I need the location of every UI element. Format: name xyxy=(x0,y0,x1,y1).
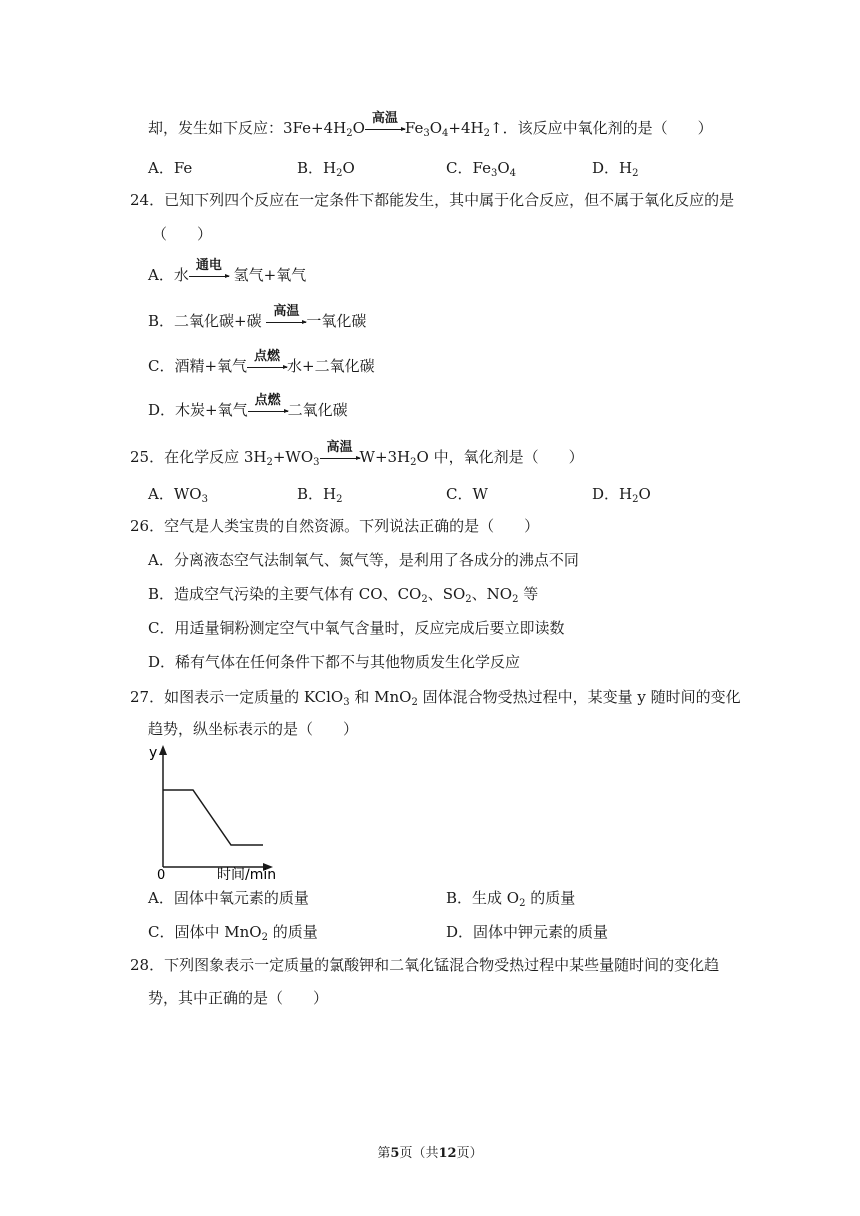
q24-option-a[interactable]: A．水 通电 氢气+氧气 xyxy=(148,258,307,284)
q26-option-d[interactable]: D．稀有气体在任何条件下都不与其他物质发生化学反应 xyxy=(148,653,521,671)
chart-series-line xyxy=(163,790,263,845)
q28-stem-line1: 28．下列图象表示一定质量的氯酸钾和二氧化锰混合物受热过程中某些量随时间的变化趋 xyxy=(130,956,720,974)
q24-option-d[interactable]: D．木炭+氧气 点燃 二氧化碳 xyxy=(148,393,348,419)
q28-stem-line2: 势，其中正确的是（ ） xyxy=(148,989,329,1007)
q23-prefix: 却，发生如下反应：3Fe+4H xyxy=(148,119,347,137)
chart-y-label: y xyxy=(149,745,158,761)
chart-y-arrow xyxy=(159,745,167,755)
q25-option-a[interactable]: A．$WO_3$ xyxy=(148,485,208,505)
reaction-arrow: 通电 xyxy=(189,265,229,285)
q25-option-c[interactable]: C．W xyxy=(446,485,488,503)
q23-equation-line: 却，发生如下反应：$3Fe+4H_2O$ 高温 $Fe_3O_4+4H_2↑$．该反应中氧化剂的是（ ） xyxy=(148,111,713,139)
q23-option-a[interactable]: A．Fe xyxy=(148,159,193,177)
q25-stem: 25．在化学反应 $3H_2+WO_3$ 高温 $W+3H_2O$ 中，氧化剂是（ ） xyxy=(130,440,584,468)
q24-paren: （ ） xyxy=(152,225,213,243)
q26-option-a[interactable]: A．分离液态空气法制氧气、氮气等，是利用了各成分的沸点不同 xyxy=(148,551,579,569)
q23-option-c[interactable]: C．$Fe_3O_4$ xyxy=(446,159,517,179)
q24-option-c[interactable]: C．酒精+氧气 点燃 水+二氧化碳 xyxy=(148,349,375,375)
page-number: 5 xyxy=(390,1146,400,1161)
q27-chart xyxy=(145,745,285,880)
q27-option-d[interactable]: D．固体中钾元素的质量 xyxy=(446,923,609,941)
page-total: 12 xyxy=(438,1146,457,1161)
reaction-arrow: 高温 xyxy=(266,311,306,331)
q25-option-d[interactable]: D．$H_2O$ xyxy=(592,485,651,505)
page-footer: 第5页（共12页） xyxy=(377,1146,483,1161)
q27-option-c[interactable]: C．固体中 MnO$_2$ 的质量 xyxy=(148,923,318,943)
q26-stem: 26．空气是人类宝贵的自然资源。下列说法正确的是（ ） xyxy=(130,517,540,535)
chart-origin-label: 0 xyxy=(157,868,166,880)
q27-option-b[interactable]: B．生成 $O_2$ 的质量 xyxy=(446,889,576,909)
q25-option-b[interactable]: B．$H_2$ xyxy=(297,485,343,505)
reaction-arrow: 点燃 xyxy=(248,400,288,420)
q27-stem-line2: 趋势，纵坐标表示的是（ ） xyxy=(148,720,359,738)
reaction-arrow: 高温 xyxy=(365,118,405,138)
q23-option-d[interactable]: D．$H_2$ xyxy=(592,159,639,179)
q26-option-b[interactable]: B．造成空气污染的主要气体有 CO、$CO_2$、$SO_2$、$NO_2$ 等 xyxy=(148,585,539,605)
reaction-arrow: 点燃 xyxy=(247,356,287,376)
q23-option-b[interactable]: B．$H_2O$ xyxy=(297,159,355,179)
q27-option-a[interactable]: A．固体中氧元素的质量 xyxy=(148,889,309,907)
q27-stem-line1: 27．如图表示一定质量的 KClO$_3$ 和 MnO$_2$ 固体混合物受热过程中，某变量 y 随时间的变化 xyxy=(130,688,741,708)
q24-option-b[interactable]: B．二氧化碳+碳 高温 一氧化碳 xyxy=(148,304,367,330)
reaction-arrow: 高温 xyxy=(320,447,360,467)
chart-x-label: 时间/min xyxy=(217,867,277,880)
q24-stem: 24．已知下列四个反应在一定条件下都能发生，其中属于化合反应，但不属于氧化反应的是 xyxy=(130,191,735,209)
q26-option-c[interactable]: C．用适量铜粉测定空气中氧气含量时，反应完成后要立即读数 xyxy=(148,619,565,637)
